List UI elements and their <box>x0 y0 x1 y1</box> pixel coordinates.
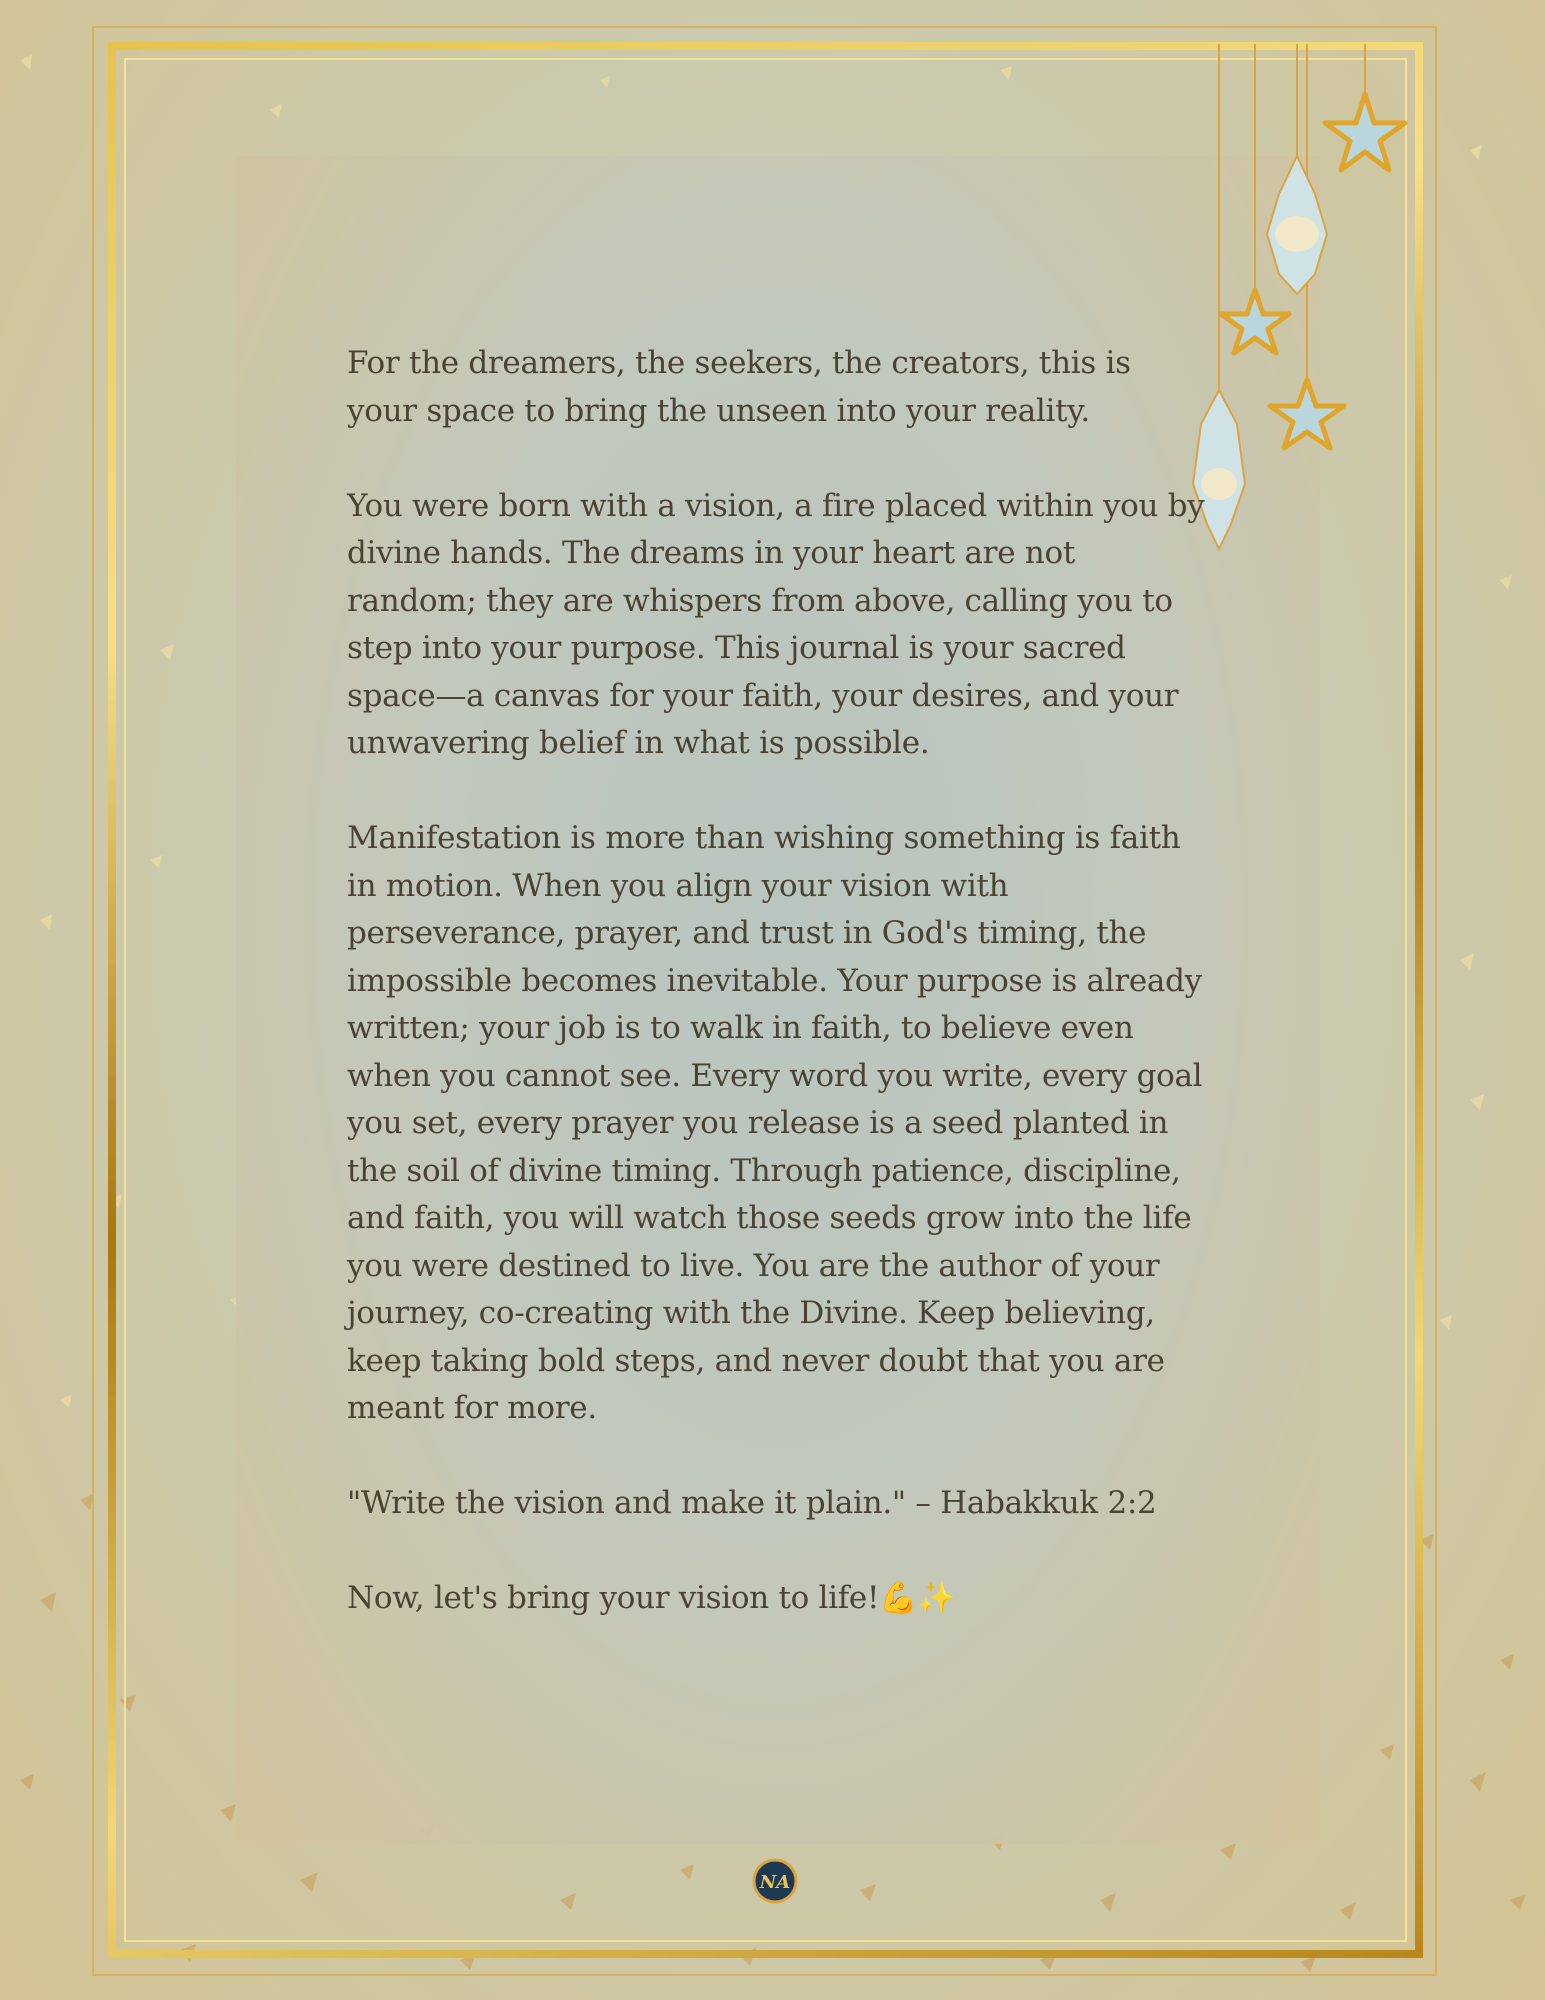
logo-monogram-text: NA <box>759 1872 791 1893</box>
body-text <box>347 340 1207 1670</box>
paragraph-intro: For the dreamers, the seekers, the creators, this is your space to bring the unseen into your reality. <box>347 345 1131 429</box>
paragraph-vision: You were born with a vision, a fire placed within you by divine hands. The dreams in your heart are not random; they are whispers from above, calling you to step into your purpose. This journal is your sacred space—a canvas for your faith, your desires, and your unwavering belief in what is possible. <box>347 487 1205 761</box>
closing-line: Now, let's bring your vision to life!💪✨ <box>347 1580 956 1616</box>
monogram-logo-icon <box>752 1858 798 1904</box>
paragraph-manifestation: Manifestation is more than wishing something is faith in motion. When you align your vision with perseverance, prayer, and trust in God's timing, the impossible becomes inevitable. Your purpose is already written; your job is to walk in faith, to believe even when you cannot see. Every word you write, every goal you set, every prayer you release is a seed planted in the soil of divine timing. Through patience, discipline, and faith, you will watch those seeds grow into the life you were destined to live. You are the author of your journey, co-creating with the Divine. Keep believing, keep taking bold steps, and never doubt that you are meant for more. <box>347 820 1203 1426</box>
scripture-quote: "Write the vision and make it plain." – Habakkuk 2:2 <box>347 1485 1157 1521</box>
hanging-stars-lanterns-icon <box>1175 44 1415 564</box>
